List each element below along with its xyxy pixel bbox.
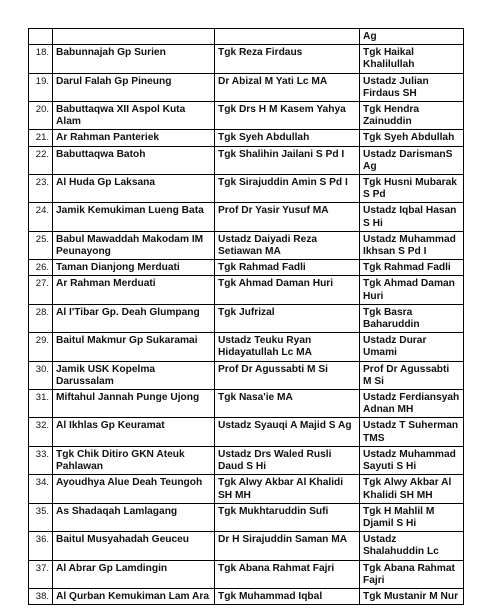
cell-khatib: Tgk Abana Rahmat Fajri (360, 560, 464, 588)
cell-number: 31. (29, 390, 53, 418)
cell-khatib: Tgk Syeh Abdullah (360, 130, 464, 146)
table-row (29, 102, 464, 130)
cell-number (29, 29, 53, 45)
cell-imam: Tgk Muhammad Iqbal (215, 588, 360, 604)
cell-khatib: Ustadz Ferdiansyah Adnan MH (360, 390, 464, 418)
cell-mosque: Al I'Tibar Gp. Deah Glumpang (53, 304, 215, 332)
cell-number: 38. (29, 588, 53, 604)
cell-number: 36. (29, 532, 53, 560)
cell-mosque: Taman Dianjong Merduati (53, 260, 215, 276)
cell-imam: Tgk Drs H M Kasem Yahya (215, 102, 360, 130)
cell-khatib: Ustadz Julian Firdaus SH (360, 73, 464, 101)
table-row (29, 146, 464, 174)
table-row (29, 130, 464, 146)
cell-khatib: Ustadz DarismanS Ag (360, 146, 464, 174)
cell-imam (215, 29, 360, 45)
cell-number: 32. (29, 418, 53, 446)
cell-imam: Tgk Mukhtaruddin Sufi (215, 503, 360, 531)
cell-khatib: Tgk Husni Mubarak S Pd (360, 175, 464, 203)
cell-mosque: Babuttaqwa Batoh (53, 146, 215, 174)
cell-number: 20. (29, 102, 53, 130)
cell-number: 26. (29, 260, 53, 276)
cell-khatib: Tgk Rahmad Fadli (360, 260, 464, 276)
cell-khatib: Tgk Basra Baharuddin (360, 304, 464, 332)
cell-mosque: Ar Rahman Panteriek (53, 130, 215, 146)
friday-prayer-schedule-table (28, 28, 464, 605)
cell-khatib: Ag (360, 29, 464, 45)
cell-imam: Ustadz Daiyadi Reza Setiawan MA (215, 231, 360, 259)
cell-mosque: Darul Falah Gp Pineung (53, 73, 215, 101)
cell-khatib: Prof Dr Agussabti M Si (360, 361, 464, 389)
table-row (29, 588, 464, 604)
cell-khatib: Ustadz Durar Umami (360, 333, 464, 361)
cell-number: 35. (29, 503, 53, 531)
cell-number: 23. (29, 175, 53, 203)
table-row (29, 361, 464, 389)
cell-imam: Tgk Nasa'ie MA (215, 390, 360, 418)
table-row (29, 390, 464, 418)
cell-imam: Tgk Alwy Akbar Al Khalidi SH MH (215, 475, 360, 503)
cell-imam: Tgk Reza Firdaus (215, 45, 360, 73)
cell-imam: Dr Abizal M Yati Lc MA (215, 73, 360, 101)
table-row-continuation (29, 29, 464, 45)
cell-khatib: Ustadz Muhammad Ikhsan S Pd I (360, 231, 464, 259)
cell-khatib: Tgk Hendra Zainuddin (360, 102, 464, 130)
table-row (29, 503, 464, 531)
cell-number: 22. (29, 146, 53, 174)
cell-mosque: Ar Rahman Merduati (53, 276, 215, 304)
cell-number: 27. (29, 276, 53, 304)
cell-imam: Ustadz Syauqi A Majid S Ag (215, 418, 360, 446)
cell-mosque: Babunnajah Gp Surien (53, 45, 215, 73)
cell-mosque: Al Ikhlas Gp Keuramat (53, 418, 215, 446)
cell-mosque: Jamik USK Kopelma Darussalam (53, 361, 215, 389)
cell-imam: Tgk Rahmad Fadli (215, 260, 360, 276)
cell-number: 21. (29, 130, 53, 146)
cell-imam: Tgk Ahmad Daman Huri (215, 276, 360, 304)
table-row (29, 304, 464, 332)
cell-imam: Tgk Abana Rahmat Fajri (215, 560, 360, 588)
table-row (29, 175, 464, 203)
cell-mosque: Tgk Chik Ditiro GKN Ateuk Pahlawan (53, 446, 215, 474)
cell-mosque: Miftahul Jannah Punge Ujong (53, 390, 215, 418)
cell-number: 37. (29, 560, 53, 588)
cell-mosque: Babuttaqwa XII Aspol Kuta Alam (53, 102, 215, 130)
cell-mosque: Al Abrar Gp Lamdingin (53, 560, 215, 588)
cell-number: 33. (29, 446, 53, 474)
cell-number: 25. (29, 231, 53, 259)
table-row (29, 560, 464, 588)
cell-imam: Ustadz Teuku Ryan Hidayatullah Lc MA (215, 333, 360, 361)
cell-number: 19. (29, 73, 53, 101)
cell-mosque: Jamik Kemukiman Lueng Bata (53, 203, 215, 231)
cell-number: 29. (29, 333, 53, 361)
cell-khatib: Ustadz Shalahuddin Lc (360, 532, 464, 560)
cell-khatib: Ustadz Iqbal Hasan S Hi (360, 203, 464, 231)
cell-imam: Tgk Shalihin Jailani S Pd I (215, 146, 360, 174)
cell-number: 28. (29, 304, 53, 332)
cell-khatib: Tgk H Mahlil M Djamil S Hi (360, 503, 464, 531)
table-row (29, 45, 464, 73)
cell-khatib: Tgk Alwy Akbar Al Khalidi SH MH (360, 475, 464, 503)
cell-mosque: As Shadaqah Lamlagang (53, 503, 215, 531)
table-row (29, 333, 464, 361)
cell-khatib: Tgk Ahmad Daman Huri (360, 276, 464, 304)
table-body (29, 29, 464, 605)
table-row (29, 231, 464, 259)
cell-khatib: Ustadz Muhammad Sayuti S Hi (360, 446, 464, 474)
cell-number: 24. (29, 203, 53, 231)
cell-mosque: Baitul Makmur Gp Sukaramai (53, 333, 215, 361)
cell-imam: Prof Dr Yasir Yusuf MA (215, 203, 360, 231)
cell-mosque: Al Huda Gp Laksana (53, 175, 215, 203)
cell-khatib: Ustadz T Suherman TMS (360, 418, 464, 446)
cell-mosque: Baitul Musyahadah Geuceu (53, 532, 215, 560)
cell-khatib: Tgk Haikal Khalilullah (360, 45, 464, 73)
cell-imam: Dr H Sirajuddin Saman MA (215, 532, 360, 560)
cell-imam: Tgk Sirajuddin Amin S Pd I (215, 175, 360, 203)
cell-mosque: Al Qurban Kemukiman Lam Ara (53, 588, 215, 604)
cell-mosque (53, 29, 215, 45)
cell-number: 34. (29, 475, 53, 503)
cell-imam: Tgk Syeh Abdullah (215, 130, 360, 146)
table-row (29, 276, 464, 304)
document-page (28, 28, 463, 605)
cell-number: 30. (29, 361, 53, 389)
cell-imam: Ustadz Drs Waled Rusli Daud S Hi (215, 446, 360, 474)
cell-khatib: Tgk Mustanir M Nur (360, 588, 464, 604)
table-row (29, 532, 464, 560)
table-row (29, 203, 464, 231)
cell-imam: Prof Dr Agussabti M Si (215, 361, 360, 389)
table-row (29, 418, 464, 446)
cell-number: 18. (29, 45, 53, 73)
table-row (29, 260, 464, 276)
cell-mosque: Ayoudhya Alue Deah Teungoh (53, 475, 215, 503)
cell-imam: Tgk Jufrizal (215, 304, 360, 332)
table-row (29, 446, 464, 474)
cell-mosque: Babul Mawaddah Makodam IM Peunayong (53, 231, 215, 259)
table-row (29, 73, 464, 101)
table-row (29, 475, 464, 503)
